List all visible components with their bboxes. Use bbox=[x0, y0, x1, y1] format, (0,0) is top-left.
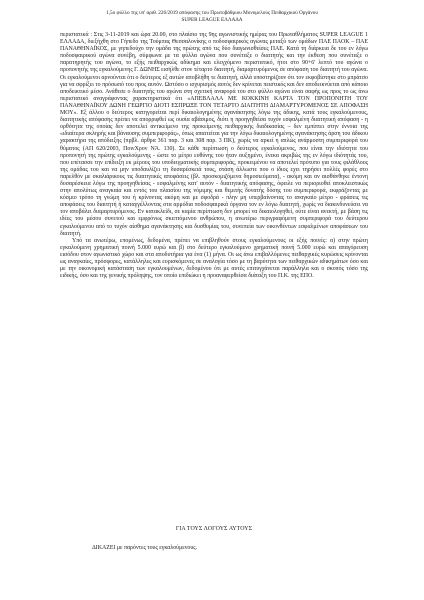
ruling-line: ΔΙΚΑΖΕΙ με παρόντες τους εγκαλούμενους. bbox=[92, 545, 198, 551]
closing-heading: ΓΙΑ ΤΟΥΣ ΛΟΓΟΥΣ ΑΥΤΟΥΣ bbox=[175, 526, 253, 532]
header-organization: SUPER LEAGUE ΕΛΛΑΔΑ bbox=[181, 16, 243, 23]
decision-body bbox=[60, 32, 368, 280]
paragraph-penalties: Υπό τα ανωτέρω, επομένως, δεδομένα, πρέπει να επιβληθούν στους εγκαλούμενους οι εξής ποινές: α) στην πρώτη εγκαλούμενη χρηματική ποινή 5.000 ευρώ και β) στο δεύτερο εγκαλούμενο χρηματική ποινή 5.000 ευρώ και απαγόρευση εισόδου στον αγωνιστικό χώρο και στα αποδυτήρια για ένα (1) μήνα. Οι ως άνω επιβαλλόμενες πειθαρχικές κυρώσεις κρίνονται ως αναγκαίες, πρόσφορες, κατάλληλες και ευρισκόμενες σε αναλογία τόσο με τη βαρύτητα των πειθαρχικών αδικημάτων όσο και με την οικονομική κατάσταση των εγκαλουμένων, δεδομένου ότι με αυτές επιτυγχάνεται παράλληλα και ο σκοπός τόσο της ειδικής, όσο και της γενικής πρόληψης, τον οποίο επιδιώκει η προαναφερθείσα διάταξη του Π.Κ. της ΕΠΟ. bbox=[60, 237, 368, 280]
header-page-reference: 1,5ο φύλλο της υπ' αριθ. 226/2019 απόφασης του Πρωτοβάθμιου Μονομελούς Πειθαρχικού Οργάνου bbox=[106, 10, 318, 16]
running-header bbox=[40, 10, 384, 23]
paragraph-facts: περιστατικά : Στις 3-11-2019 και ώρα 20.00, στο πλαίσιο της 9ης αγωνιστικής ημέρας του Πρωταθλήματος SUPER LEAGUE 1 ΕΛΛΑΔΑ, διεξήχθη στο Γήπεδο της Τούμπας Θεσσαλονίκης ο ποδοσφαιρικός αγώνας μεταξύ των ομάδων ΠΑΕ ΠΑΟΚ – ΠΑΕ ΠΑΝΑΘΗΝΑΪΚΟΣ, με γηπεδούχο την ομάδα της πρώτης από τις δύο διαγωνισθείσες ΠΑΕ. Κατά τη διάρκεια δε του εν λόγω ποδοσφαιρικού αγώνα συνέβη, σύμφωνα με τα φύλλα αγώνα που συνέταξε ο διαιτητής και την έκθεση που συνέταξε ο παρατηρητής του αγώνα, το εξής πειθαρχικώς αδίκημα και ελεγχόμενο περιστατικό, ήτοι στο 90+6' λεπτό του αγώνα ο προπονητής της εγκαλούμενης Γ. ΔΩΝΗΣ εισήλθε στον τέταρτο διαιτητή, διαμαρτυρόμενος σε απόφαση του διαιτητή του αγώνα. Οι εγκαλούμενοι αρνούνται ότι ο δεύτερος εξ αυτών αποβλήθη τε διαιτητή, αλλά υποστηρίζουν ότι τον εκφοβίστηκε στο μπράτσο για να σφρίξει το πρόσωπό του προς αυτόν. Ωστόσο ο ισχυρισμός αυτός δεν κρίνεται πειστικός και δεν αποδεικνύεται από κάποιο αποδεικτικό μέσο. Ανάθεσε ο διαιτητής του αγώνα στη σχετική αναφορά του στο φύλλο αγώνα είναι σαφής ως προς το ως άνω περιστατικό αναγράφοντας χαρακτηριστικά ότι «ΑΠΕΒΛΑΛΑ ΜΕ ΚΟΚΚΙΝΗ ΚΑΡΤΑ ΤΟΝ ΠΡΟΠΟΝΗΤΗ ΤΟΥ ΠΑΝΑΘΗΝΑΪΚΟΥ ΔΩΝΗ ΓΕΩΡΓΙΟ ΔΙΟΤΙ ΕΣΠΡΩΞΕ ΤΟΝ ΤΕΤΑΡΤΟ ΔΙΑΙΤΗΤΗ ΔΙΑΜΑΡΤΥΡΟΜΕΝΟΣ ΣΕ ΑΠΟΦΑΣΗ ΜΟΥ». Εξ άλλου ο δεύτερος κατηγορείται περί δικαιολογημένης αγανάκτησης λόγω της άδικης, κατά τους εγκαλούμενους, διαιτητικής απόφασης πρέπει να απορριφθεί ως ουσία αβάσιμος, διότι η προηγηθείσα τυχόν εσφαλμένη διαιτητική απόφαση - η ορθότητα της οποίας δεν αποτελεί αντικείμενο της προκείμενης πειθαρχικής διαδικασίας – δεν εμπίπτει στην έννοια της «ιδιαίτερα σκληρής και βάναυσης συμπεριφοράς», όπως απαιτείται για την λόγω δικαιολογημένης αγανάκτησης άρση του άδικου χαρακτήρα της απόδειξης (πρβλ. άρθρα 361 παρ. 3 και 308 παρ. 3 ΠΚ), χωρίς να αρκεί η απλώς ανάρμοστη συμπεριφορά του θύματος (ΑΠ 620/2003, ΠοινΧρον ΝΆ. 130). Σε κάθε περίπτωση ο δεύτερος εγκαλούμενος, που είναι την ιδιότητα του προπονητή της πρώτης εγκαλούμενης - ώστε το μέτρο ευθύνης του ήταν αυξημένο, ένεκα ακριβώς της εν λόγω ιδιότητάς του, που επέτασσε την επίδειξη εκ μέρους του υποδειγματικής συμπεριφοράς, προκειμένου να αποτελεί πρότυπο για τους φιλάθλους της ομάδας του και να μην υποδαυλίζει τη δυσαρέσκειά τους, στάση άλλωστε που ο ίδιος εχει τηρήσει πολλές φορές στο παρελθόν με σκαλιάρικους τις διαιτητικές αποφάσεις (βλ. προσκομιζόμενα δημοσιεύματα), - ακόμη και αν αισθάνθηκε έντονη δυσαρέσκεια λόγω της προηγηθείσας - εσφαλμένης κατ' αυτόν - διαιτητικής απόφασης, όφειλε να περιοριοθεί αποκλειστικώς στην απολύτως αναγκαία και εντός του πλαισίου της νόμιμης και θεμιτής δυνατής δόσης του συμπεριφορά, εκφράζοντας με κόσμιο τρόπο τη γνώμη του ή κρίνοντας ακόμη και με σφοδρά - πλην μη υπερβαίνοντας το αναγκαίο μέτρο - φράσεις τις αποφάσεις του διαιτητή ή καταγγέλλοντας στα αρμόδια ποδοσφαιρικά όργανα τον εν λόγω διαιτητή, χωρίς να διακινδυνεύσει να τον αποβάλει διαμαρτυρόμενος. Εν κατακλείδι, σε καμία περίπτωση δεν μπορεί να δικαιολογηθεί, ούτε είναι ανεκτή, με βάση τις ιδέες του μέσου συνετού και εμφρόνως σκεπτόμενου ανθρώπου, η ανωτέρω περιγραφόμενη συμπεριφορά του δεύτερου εγκαλούμενου από το τυχόν αίσθημα αγανάκτησης και δυσθυμίας του, συνεπεία των οικονθέντων εσφαλμένων αποφάσεων του διαιτητή. bbox=[60, 32, 368, 237]
